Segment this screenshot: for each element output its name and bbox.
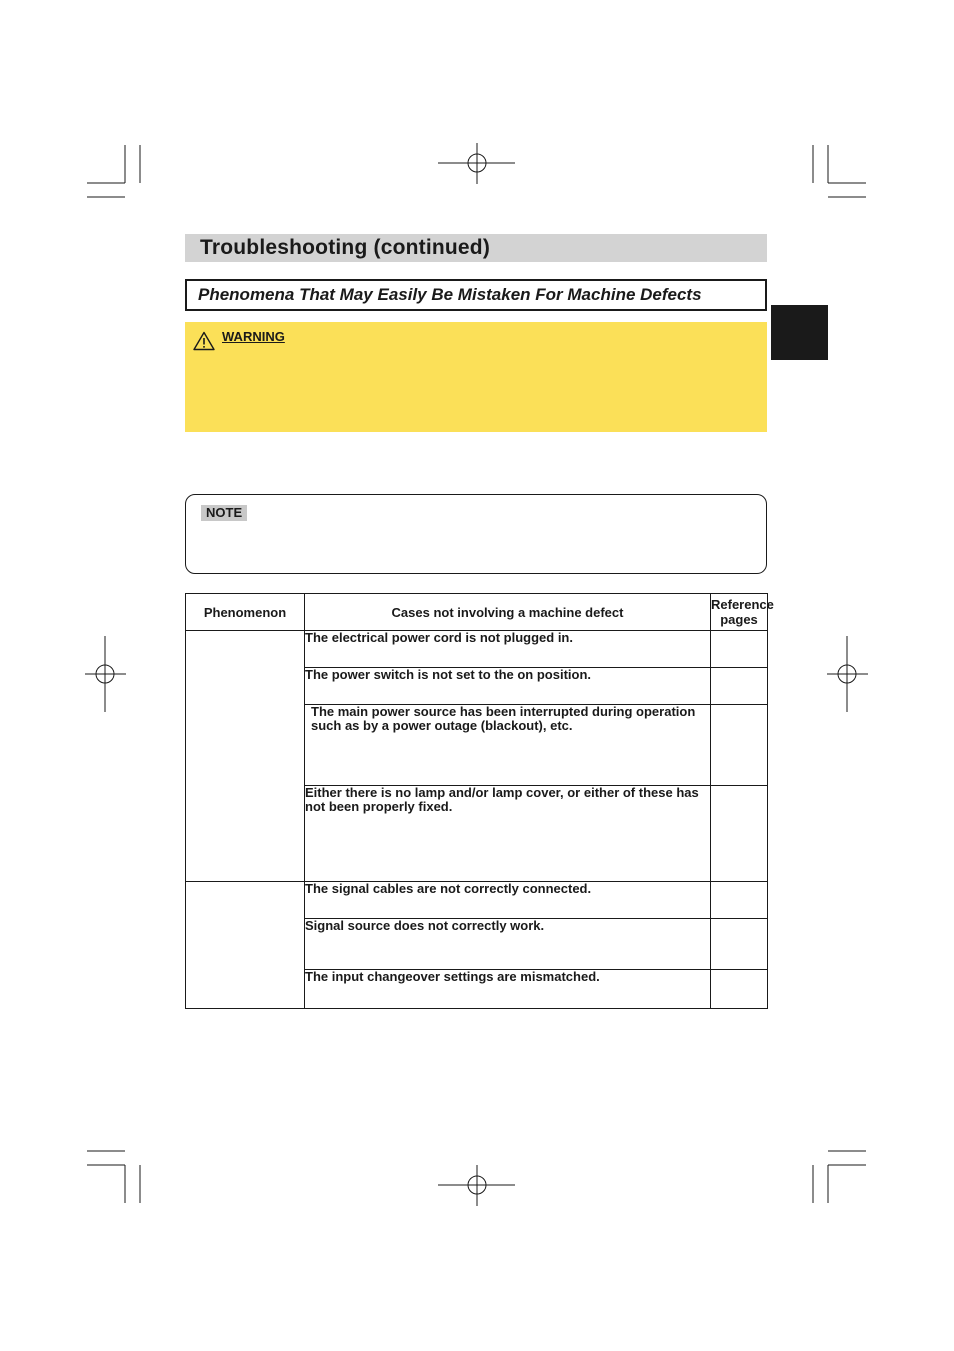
reference-cell: [711, 970, 768, 1009]
header-phenomenon: Phenomenon: [186, 594, 305, 631]
reference-cell: [711, 668, 768, 705]
reference-cell: [711, 882, 768, 919]
reference-cell: [711, 631, 768, 668]
table-row: [186, 882, 768, 919]
case-cell: The electrical power cord is not plugged in.: [305, 631, 711, 668]
case-cell: The signal cables are not correctly connected.: [305, 882, 711, 919]
case-cell: The power switch is not set to the on position.: [305, 668, 711, 705]
phenomenon-cell: [186, 882, 305, 1009]
warning-triangle-icon: [193, 331, 215, 351]
warning-box: [185, 322, 767, 432]
warning-label: WARNING: [222, 329, 285, 344]
section-title-box: [185, 279, 767, 311]
note-label: NOTE: [201, 505, 247, 521]
section-title: Phenomena That May Easily Be Mistaken For Machine Defects: [198, 285, 702, 304]
header-cases: Cases not involving a machine defect: [305, 594, 711, 631]
case-cell: Signal source does not correctly work.: [305, 919, 711, 970]
case-cell: Either there is no lamp and/or lamp cover, or either of these has not been properly fixed.: [305, 786, 711, 882]
table-row: [186, 631, 768, 668]
reference-cell: [711, 705, 768, 786]
chapter-tab: [771, 305, 828, 360]
table-header-row: [186, 594, 768, 631]
reference-cell: [711, 919, 768, 970]
reference-cell: [711, 786, 768, 882]
case-cell: The input changeover settings are mismatched.: [305, 970, 711, 1009]
case-cell: The main power source has been interrupted during operation such as by a power outage (blackout), etc.: [305, 705, 711, 786]
note-box: [185, 494, 767, 574]
header-reference: Reference pages: [711, 594, 768, 631]
title-bar: [185, 234, 767, 262]
phenomenon-cell: [186, 631, 305, 882]
troubleshooting-table: [185, 593, 774, 1009]
page-title: Troubleshooting (continued): [200, 236, 491, 259]
